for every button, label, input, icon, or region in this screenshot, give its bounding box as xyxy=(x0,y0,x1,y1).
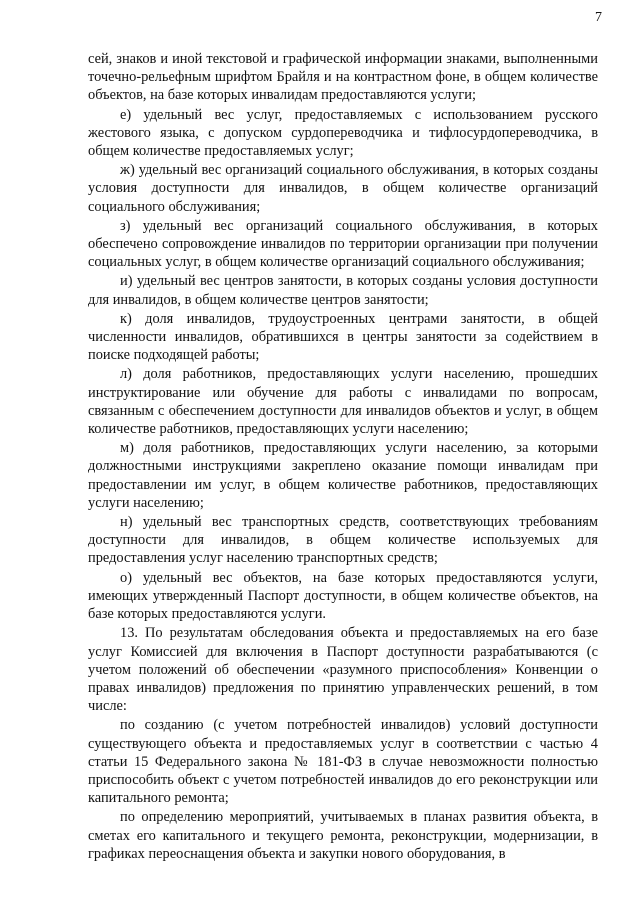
paragraph-planning-measures: по определению мероприятий, учитываемых в планах развития объекта, в сметах его капитального и текущего ремонта, реконструкции, модернизации, в графиках переоснащения объекта и закупки нового оборудования, в xyxy=(88,809,598,862)
paragraph-item-n: н) удельный вес транспортных средств, соответствующих требованиям доступности для инвалидов, в общем количестве используемых для предоставления услуг населению транспортных средств; xyxy=(88,514,598,567)
paragraph-item-e: е) удельный вес услуг, предоставляемых с использованием русского жестового языка, с допуском сурдопереводчика и тифлосурдопереводчика, в общем количестве предоставляемых услуг; xyxy=(88,106,598,160)
paragraph-item-z: з) удельный вес организаций социального обслуживания, в которых обеспечено сопровождение инвалидов по территории организации при получении социальных услуг, в общем количестве организаций социального обслуживания; xyxy=(88,217,598,271)
paragraph-section-13: 13. По результатам обследования объекта и предоставляемых на его базе услуг Комиссией для включения в Паспорт доступности разрабатываются (с учетом положений об обеспечении «разумного приспособления» Конвенции о правах инвалидов) предложения по принятию управленческих решений, в том числе: xyxy=(88,625,598,715)
paragraph-item-m: м) доля работников, предоставляющих услуги населению, за которыми должностными инструкциями закреплено оказание помощи инвалидам при предоставлении им услуг, в общем количестве работников, предоставляющих услуги населению; xyxy=(88,440,598,511)
page-number: 7 xyxy=(595,10,602,25)
paragraph-continuation: сей, знаков и иной текстовой и графической информации знаками, выполненными точечно-рельефным шрифтом Брайля и на контрастном фоне, в общем количестве объектов, на базе которых инвалидам предоставляются услуги; xyxy=(88,51,598,104)
paragraph-item-o: о) удельный вес объектов, на базе которых предоставляются услуги, имеющих утвержденный Паспорт доступности, в общем количестве объектов, на базе которых предоставляются услуги. xyxy=(88,569,598,623)
paragraph-item-i: и) удельный вес центров занятости, в которых созданы условия доступности для инвалидов, в общем количестве центров занятости; xyxy=(88,273,598,308)
document-body xyxy=(88,50,598,863)
paragraph-accessibility-conditions: по созданию (с учетом потребностей инвалидов) условий доступности существующего объекта и предоставляемых услуг в соответствии с частью 4 статьи 15 Федерального закона № 181-ФЗ в случае невозможности полностью приспособить объект с учетом потребностей инвалидов до его реконструкции или капитального ремонта; xyxy=(88,717,598,807)
paragraph-item-l: л) доля работников, предоставляющих услуги населению, прошедших инструктирование или обучение для работы с инвалидами по вопросам, связанным с обеспечением доступности для инвалидов объектов и услуг, в общем количестве работников, предоставляющих услуги населению; xyxy=(88,366,598,438)
paragraph-item-zh: ж) удельный вес организаций социального обслуживания, в которых созданы условия доступности для инвалидов, в общем количестве организаций социального обслуживания; xyxy=(88,162,598,215)
paragraph-item-k: к) доля инвалидов, трудоустроенных центрами занятости, в общей численности инвалидов, обратившихся в центры занятости за содействием в поиске подходящей работы; xyxy=(88,310,598,364)
